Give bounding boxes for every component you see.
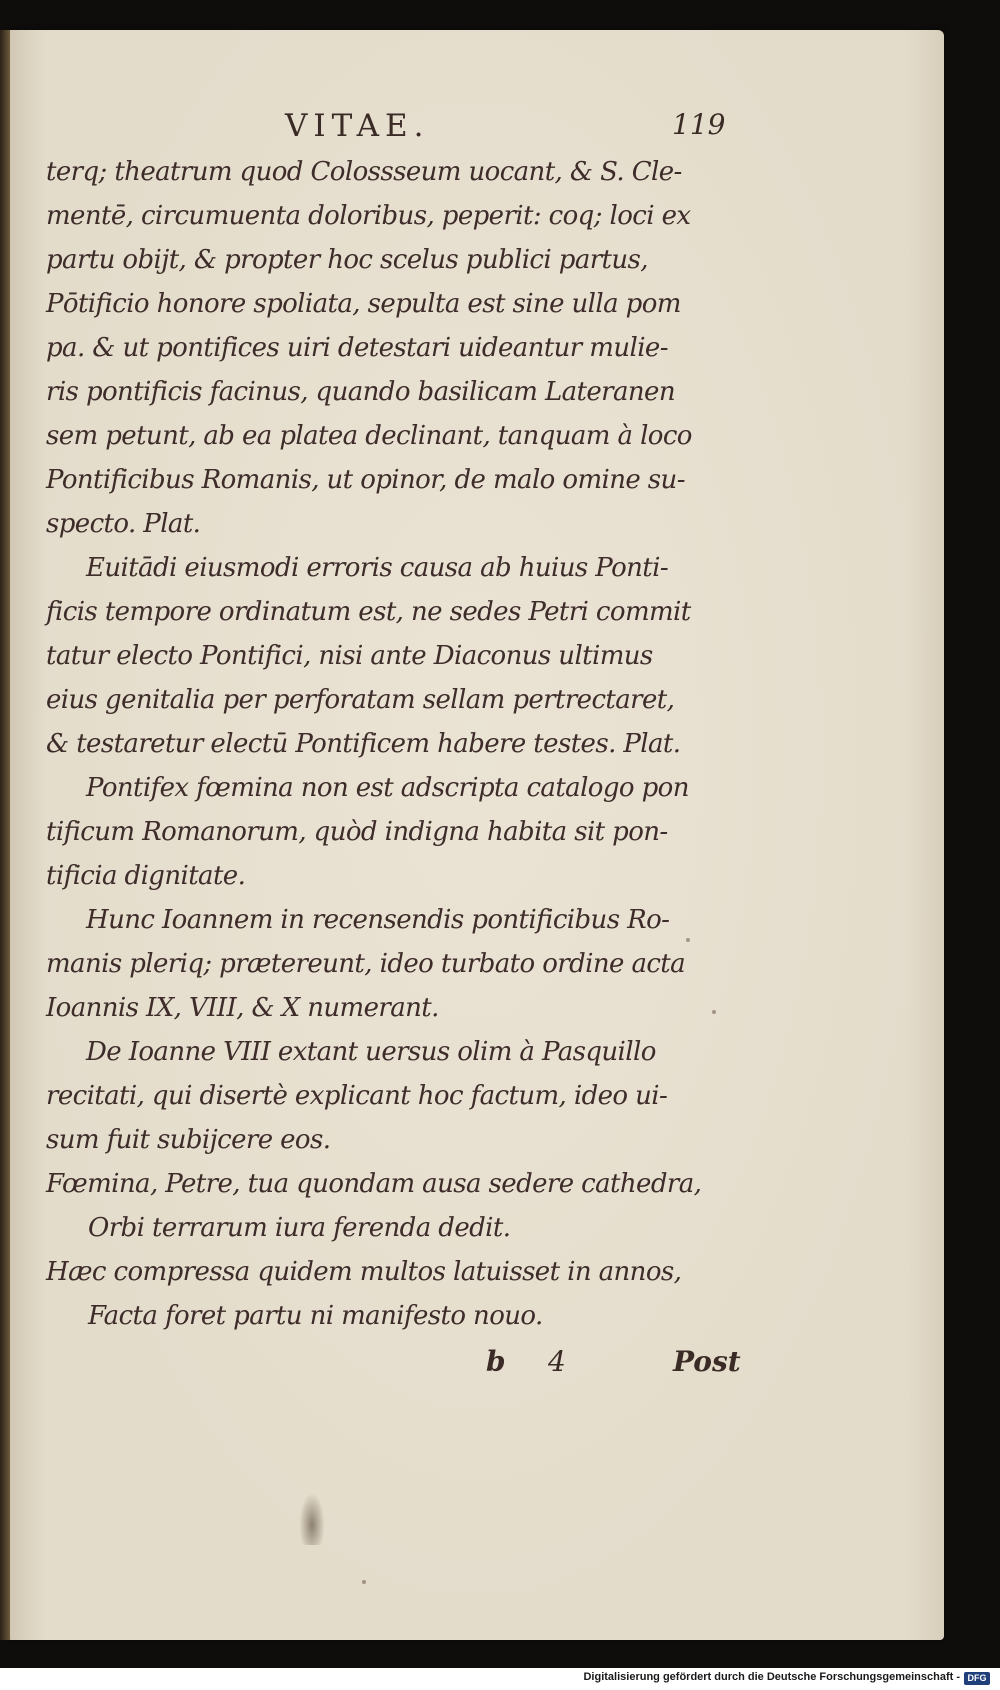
paragraph-list — [46, 150, 746, 1162]
ink-stain — [300, 1495, 324, 1545]
verse-line: Facta foret partu ni manifesto nouo. — [88, 1301, 543, 1331]
text-line: tatur electo Pontifici, nisi ante Diaconus ultimus — [46, 641, 653, 671]
verse-line: Orbi terrarum iura ferenda dedit. — [88, 1213, 511, 1243]
text-line: De Ioanne VIII extant uersus olim à Pasquillo — [86, 1037, 656, 1067]
verse-line: Hæc compressa quidem multos latuisset in annos, — [46, 1257, 682, 1287]
text-line: mentē, circumuenta doloribus, peperit: coq; loci ex — [46, 201, 691, 231]
text-line: specto. Plat. — [46, 509, 201, 539]
credit-bar — [0, 1668, 1000, 1690]
credit-text: Digitalisierung gefördert durch die Deutsche Forschungsgemeinschaft - — [583, 1671, 960, 1683]
text-line: sem petunt, ab ea platea declinant, tanquam à loco — [46, 421, 692, 451]
signature-mark: b — [486, 1345, 506, 1378]
text-line: partu obijt, & propter hoc scelus publici partus, — [46, 245, 648, 275]
paragraph — [46, 1030, 746, 1162]
paragraph — [46, 898, 746, 1030]
text-line: pa. & ut pontifices uiri detestari uideantur mulie- — [46, 333, 668, 363]
page-number: 119 — [672, 108, 726, 141]
catchword: Post — [673, 1345, 741, 1378]
paper-speck — [712, 1010, 716, 1014]
text-line: Hunc Ioannem in recensendis pontificibus Ro- — [86, 905, 670, 935]
page-header — [0, 108, 1000, 148]
running-title: VITAE. — [285, 108, 430, 144]
verse-block — [46, 1162, 746, 1338]
paragraph — [46, 546, 746, 766]
text-line: manis pleriq; prætereunt, ideo turbato ordine acta — [46, 949, 686, 979]
signature-number: 4 — [548, 1345, 566, 1378]
text-line: tificia dignitate. — [46, 861, 246, 891]
paper-speck — [686, 938, 690, 942]
page-gutter — [0, 30, 10, 1640]
page-footer — [0, 1345, 1000, 1385]
text-line: Pōtificio honore spoliata, sepulta est sine ulla pom — [46, 289, 681, 319]
body-text — [46, 150, 746, 1338]
text-line: sum fuit subijcere eos. — [46, 1125, 331, 1155]
text-line: & testaretur electū Pontificem habere testes. Plat. — [46, 729, 681, 759]
text-line: Euitādi eiusmodi erroris causa ab huius Ponti- — [86, 553, 669, 583]
paper-speck — [362, 1580, 366, 1584]
paragraph — [46, 150, 746, 546]
dfg-logo: DFG — [964, 1672, 990, 1685]
text-line: terq; theatrum quod Colossseum uocant, & S. Cle- — [46, 157, 682, 187]
text-line: Ioannis IX, VIII, & X numerant. — [46, 993, 439, 1023]
text-line: tificum Romanorum, quòd indigna habita sit pon- — [46, 817, 668, 847]
text-line: eius genitalia per perforatam sellam pertrectaret, — [46, 685, 675, 715]
paragraph — [46, 766, 746, 898]
text-line: recitati, qui disertè explicant hoc factum, ideo ui- — [46, 1081, 668, 1111]
text-line: Pontificibus Romanis, ut opinor, de malo omine su- — [46, 465, 685, 495]
text-line: ris pontificis facinus, quando basilicam Lateranen — [46, 377, 675, 407]
text-line: ficis tempore ordinatum est, ne sedes Petri commit — [46, 597, 691, 627]
verse-line: Fœmina, Petre, tua quondam ausa sedere cathedra, — [46, 1169, 702, 1199]
text-line: Pontifex fœmina non est adscripta catalogo pon — [86, 773, 689, 803]
